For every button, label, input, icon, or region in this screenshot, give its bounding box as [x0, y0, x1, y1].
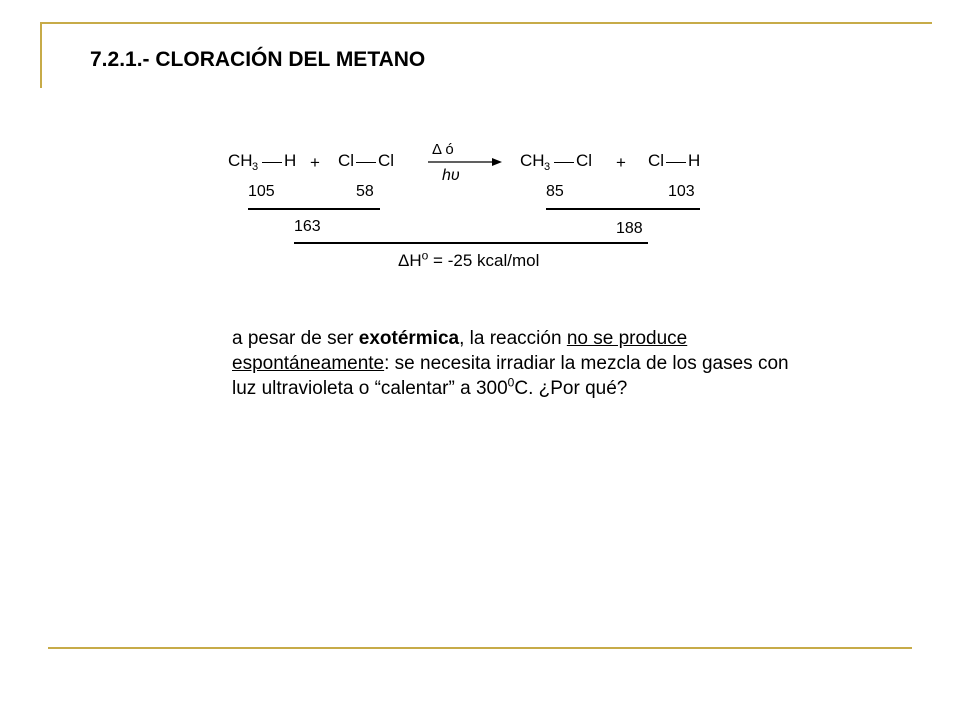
product-ch3-label: CH — [520, 151, 545, 170]
energy-ccl: 85 — [546, 183, 564, 200]
para-text-3: : se necesita irradiar la mezcla de los gases con luz ultravioleta o “calentar” a 300 — [232, 353, 789, 399]
sum-line-reactants — [248, 208, 380, 210]
para-text-2: , la reacción — [459, 328, 567, 349]
sum-reactants: 163 — [294, 218, 321, 235]
frame-bottom-rule — [48, 647, 912, 649]
bond-ch — [262, 162, 282, 163]
bond-ccl — [554, 162, 574, 163]
condition-heat: Δ ó — [432, 141, 454, 158]
plus-sign-1: + — [310, 153, 320, 172]
product-cl-label: Cl — [576, 151, 593, 170]
para-text-4: C. ¿Por qué? — [514, 378, 628, 399]
reaction-arrow-icon — [428, 157, 502, 167]
reactant-h-label: H — [284, 151, 297, 170]
para-degree: 0 — [507, 375, 515, 390]
slide-title: 7.2.1.- CLORACIÓN DEL METANO — [90, 48, 426, 71]
product-ch3-subscript: 3 — [544, 161, 551, 173]
enthalpy-label: $\Delta H^o = -25$ kcal/mol — [398, 248, 540, 270]
para-text-1: a pesar de ser — [232, 328, 359, 349]
para-not-spontaneous: no se produce espontáneamente — [232, 328, 688, 374]
sum-products: 188 — [616, 220, 643, 237]
enthalpy-line — [294, 242, 648, 244]
frame-left-rule — [40, 22, 42, 88]
para-exothermic: exotérmica — [358, 328, 460, 349]
reactant-ch3-label: CH — [228, 151, 253, 170]
product-hcl-cl: Cl — [648, 151, 665, 170]
condition-light: hυ — [442, 167, 460, 184]
plus-sign-2: + — [616, 153, 626, 172]
explanation-paragraph — [232, 326, 792, 401]
reaction-diagram — [222, 138, 742, 278]
product-hcl-h: H — [688, 151, 701, 170]
reactant-ch3-subscript: 3 — [252, 161, 259, 173]
bond-clcl — [356, 162, 376, 163]
energy-hcl: 103 — [668, 183, 695, 200]
reactant-cl-left: Cl — [338, 151, 355, 170]
reactant-cl-right: Cl — [378, 151, 395, 170]
energy-clcl: 58 — [356, 183, 374, 200]
bond-hcl — [666, 162, 686, 163]
energy-ch: 105 — [248, 183, 275, 200]
frame-top-rule — [40, 22, 932, 24]
sum-line-products — [546, 208, 700, 210]
